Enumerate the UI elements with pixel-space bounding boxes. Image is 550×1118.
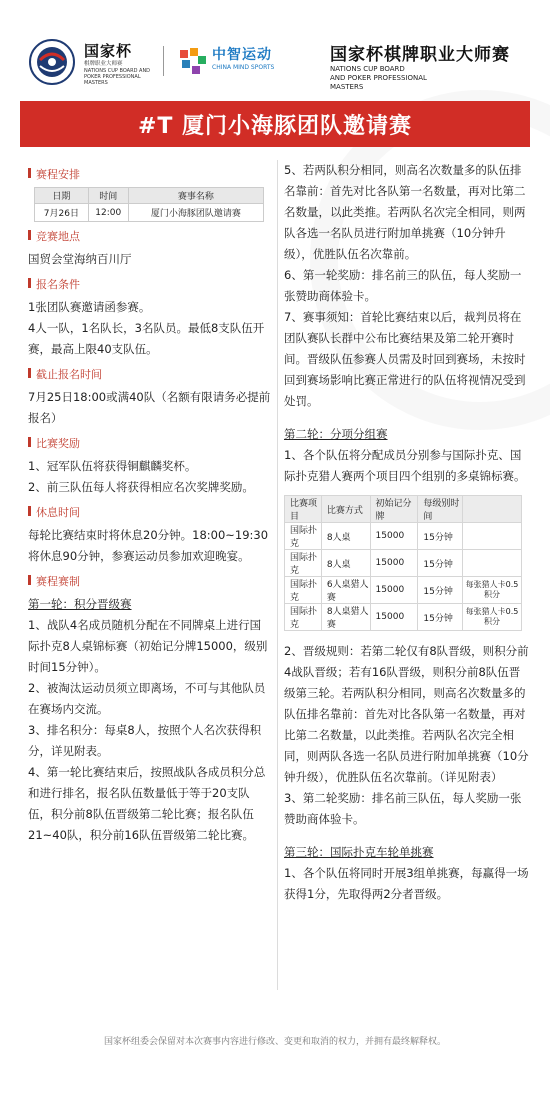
- round1-title: 第一轮：积分晋级赛: [28, 597, 132, 611]
- events-cell: 8人桌: [321, 523, 370, 550]
- section-title-prize: 比赛奖励: [28, 435, 272, 451]
- events-cell: 8人桌: [321, 550, 370, 577]
- events-cell: 15000: [370, 604, 418, 631]
- column-divider: [277, 160, 278, 990]
- events-row: [285, 523, 522, 550]
- events-cell: [462, 523, 521, 550]
- section-title-deadline: 截止报名时间: [28, 366, 272, 382]
- right-brand-en-2: AND POKER PROFESSIONAL: [330, 74, 427, 82]
- events-header-cell: 每级别时间: [418, 496, 463, 523]
- events-header-cell: 比赛方式: [321, 496, 370, 523]
- events-cell: 每张猎人卡0.5积分: [462, 604, 521, 631]
- events-cell: 每张猎人卡0.5积分: [462, 577, 521, 604]
- footer-disclaimer: 国家杯组委会保留对本次赛事内容进行修改、变更和取消的权力，并拥有最终解释权。: [103, 1037, 446, 1047]
- china-mind-sports-brand: [212, 44, 307, 71]
- events-cell: 15分钟: [418, 577, 463, 604]
- events-cell: 6人桌猎人赛: [321, 577, 370, 604]
- round1-paragraph: 2、被淘汰运动员须立即离场，不可与其他队员在赛场内交流。: [28, 681, 266, 716]
- prize-paragraph: 1、冠军队伍将获得铜麒麟奖杯。: [28, 459, 197, 473]
- events-cell: [462, 550, 521, 577]
- zz-brand-en: CHINA MIND SPORTS: [212, 64, 275, 71]
- schedule-header-cell: 时间: [88, 188, 128, 204]
- schedule-cell: 厦门小海豚团队邀请赛: [128, 204, 263, 222]
- left-brand-sub: 棋牌职业大师赛: [84, 61, 123, 67]
- schedule-cell: 12:00: [88, 204, 128, 222]
- section-title-rest: 休息时间: [28, 504, 272, 520]
- signup-paragraph: 1张团队赛邀请函参赛。: [28, 300, 151, 314]
- section-title-schedule: 赛程安排: [28, 166, 272, 182]
- events-cell: 15000: [370, 523, 418, 550]
- events-cell: 8人桌猎人赛: [321, 604, 370, 631]
- round2-paragraph: 3、第二轮奖励：排名前三队伍，每人奖励一张赞助商体验卡。: [284, 791, 522, 826]
- round1-paragraph: 3、排名积分：每桌8人，按照个人名次获得积分，详见附表。: [28, 723, 262, 758]
- events-header-row: [285, 496, 522, 523]
- china-mind-sports-logo-icon: [178, 46, 208, 76]
- right-brand-en-3: MASTERS: [330, 83, 364, 91]
- schedule-header-cell: 日期: [35, 188, 89, 204]
- right-column: [284, 160, 530, 905]
- round2-paragraph: 1、各个队伍将分配成员分别参与国际扑克、国际扑克猎人赛两个项目四个组别的多桌锦标赛。: [284, 448, 526, 483]
- round1-paragraph: 1、战队4名成员随机分配在不同牌桌上进行国际扑克8人桌锦标赛（初始记分牌15000，级别时间15分钟）。: [28, 618, 268, 674]
- round3-paragraph: 1、各个队伍将同时开展3组单挑赛，每赢得一场获得1分，先取得两2分者晋级。: [284, 866, 529, 901]
- schedule-row: [35, 204, 264, 222]
- deadline-text: 7月25日18:00或满40队（名额有限请务必提前报名）: [28, 390, 271, 425]
- events-cell: 国际扑克: [285, 523, 322, 550]
- events-cell: 15分钟: [418, 604, 463, 631]
- signup-paragraph: 4人一队，1名队长，3名队员。最低8支队伍开赛，最高上限40支队伍。: [28, 321, 265, 356]
- prize-paragraph: 2、前三队伍每人将获得相应名次奖牌奖励。: [28, 480, 254, 494]
- events-table: [284, 495, 522, 631]
- schedule-table: [34, 187, 264, 222]
- right-brand: [330, 40, 530, 92]
- left-brand-en: NATIONS CUP BOARD AND POKER PROFESSIONAL MASTERS: [84, 68, 151, 86]
- schedule-header-cell: 赛事名称: [128, 188, 263, 204]
- events-row: [285, 577, 522, 604]
- right-brand-cn: 国家杯棋牌职业大师赛: [330, 45, 510, 65]
- round2-paragraph: 2、晋级规则：若第二轮仅有8队晋级，则积分前4战队晋级；若有16队晋级，则积分前8队伍晋级第三轮。若两队积分相同，则高名次数量多的队伍排名靠前：首先对比各队第一名数量，再对比第二名数量，以此类推。若两队名次完全相同，则两队各选一名队员进行附加单挑赛（10分钟升级），优胜队伍名次靠前。（详见附表）: [284, 644, 529, 784]
- right-brand-en-1: NATIONS CUP BOARD: [330, 65, 405, 73]
- round2-title: 第二轮：分项分组赛: [284, 427, 388, 441]
- section-title-signup: 报名条件: [28, 276, 272, 292]
- events-cell: 国际扑克: [285, 550, 322, 577]
- events-cell: 国际扑克: [285, 577, 322, 604]
- events-cell: 国际扑克: [285, 604, 322, 631]
- events-header-cell: [462, 496, 521, 523]
- section-title-venue: 竞赛地点: [28, 228, 272, 244]
- round1-paragraph: 6、第一轮奖励：排名前三的队伍，每人奖励一张赞助商体验卡。: [284, 268, 522, 303]
- venue-text: 国贸会堂海纳百川厅: [28, 252, 132, 266]
- header-divider: [163, 46, 164, 76]
- events-cell: 15分钟: [418, 523, 463, 550]
- schedule-header-row: [35, 188, 264, 204]
- events-cell: 15000: [370, 577, 418, 604]
- left-brand-cn: 国家杯: [84, 42, 133, 60]
- events-cell: 15分钟: [418, 550, 463, 577]
- left-brand: [84, 40, 164, 86]
- left-column: [28, 160, 272, 846]
- rest-text: 每轮比赛结束时将休息20分钟。18:00~19:30将休息90分钟，参赛运动员参加欢迎晚宴。: [28, 528, 269, 563]
- schedule-cell: 7月26日: [35, 204, 89, 222]
- events-header-cell: 初始记分牌: [370, 496, 418, 523]
- round3-title: 第三轮：国际扑克车轮单挑赛: [284, 845, 434, 859]
- section-title-rules: 赛程赛制: [28, 573, 272, 589]
- events-cell: 15000: [370, 550, 418, 577]
- events-row: [285, 550, 522, 577]
- page-title: #T 厦门小海豚团队邀请赛: [20, 101, 530, 147]
- header: [0, 0, 550, 98]
- events-header-cell: 比赛项目: [285, 496, 322, 523]
- zz-brand-cn: 中智运动: [212, 47, 272, 63]
- events-row: [285, 604, 522, 631]
- round1-paragraph: 5、若两队积分相同，则高名次数量多的队伍排名靠前：首先对比各队第一名数量，再对比第二名数量，以此类推。若两队名次完全相同，则两队各选一名队员进行附加单挑赛（10分钟升级），优胜队伍名次靠前。: [284, 163, 526, 261]
- round1-paragraph: 4、第一轮比赛结束后，按照战队各成员积分总和进行排名，报名队伍数量低于等于20支队伍，积分前8队伍晋级第二轮比赛；报名队伍21~40队，积分前16队伍晋级第二轮比赛。: [28, 765, 266, 842]
- nations-cup-logo-icon: [28, 38, 76, 86]
- round1-paragraph: 7、赛事须知：首轮比赛结束以后，裁判员将在团队赛队长群中公布比赛结果及第二轮开赛时间。晋级队伍参赛人员需及时回到赛场，未按时回到赛场影响比赛正常进行的队伍将视情况受到处罚。: [284, 310, 526, 408]
